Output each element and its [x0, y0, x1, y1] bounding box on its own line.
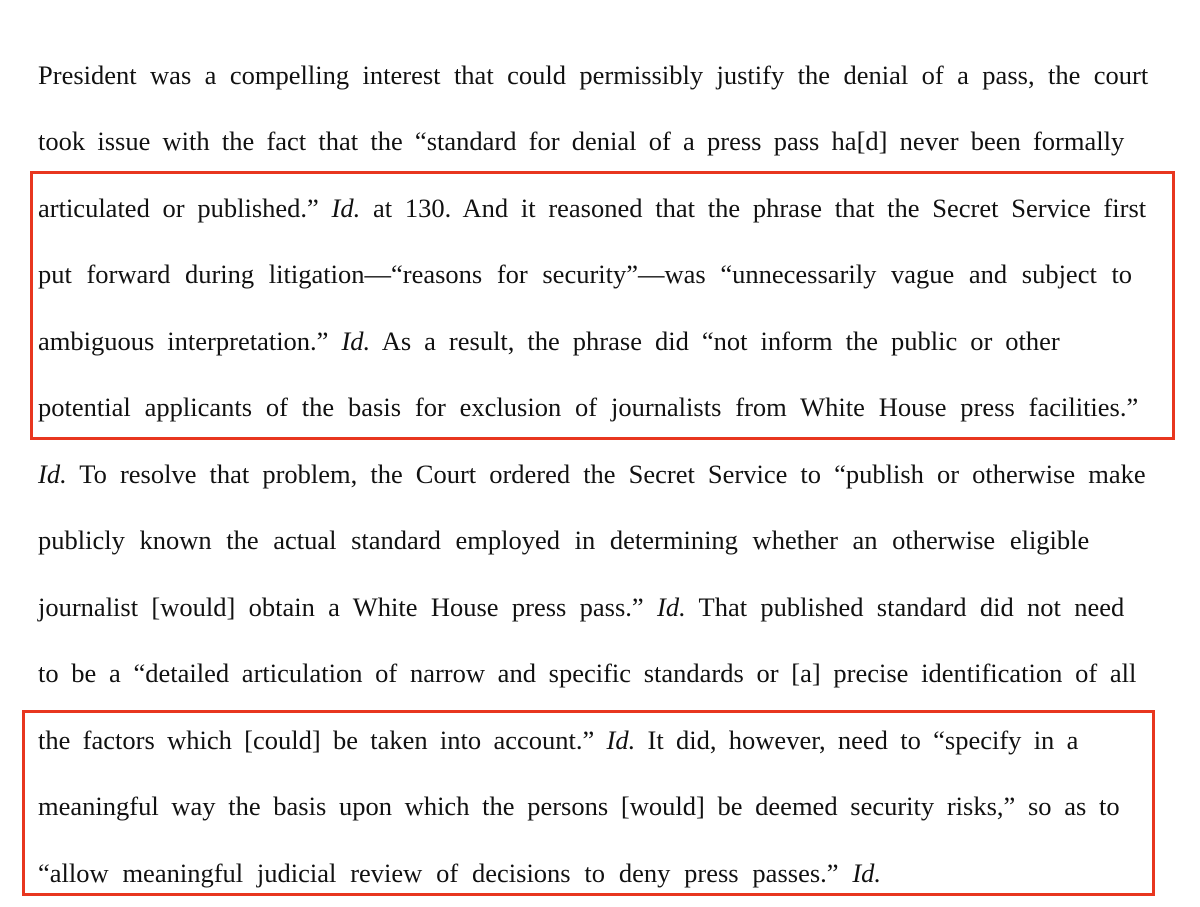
citation-id: Id.	[657, 592, 686, 622]
citation-id: Id.	[606, 725, 636, 755]
text-run: That published standard did not need	[685, 592, 1125, 622]
text-line-2	[38, 124, 1124, 158]
text-run: at 130. And it reasoned that the phrase that the Secret Service first	[360, 193, 1147, 223]
text-run: potential applicants of the basis for exclusion of journalists from White House press facilities.”	[38, 392, 1139, 422]
text-run: “allow meaningful judicial review of decisions to deny press passes.”	[38, 858, 853, 888]
text-run: put forward during litigation—“reasons for security”—was “unnecessarily vague and subject to	[38, 259, 1133, 289]
text-line-7	[38, 457, 1152, 491]
citation-id: Id.	[331, 193, 361, 223]
citation-id: Id.	[852, 858, 882, 888]
text-run: took issue with the fact that the “standard for denial of a press pass ha[d] never been formally	[38, 126, 1125, 156]
text-line-8	[38, 523, 1090, 557]
text-run: meaningful way the basis upon which the persons [would] be deemed security risks,” so as to	[38, 791, 1120, 821]
highlight-box-lower	[22, 710, 1155, 896]
text-line-10	[38, 656, 1136, 690]
citation-id: Id.	[341, 326, 371, 356]
text-run: the factors which [could] be taken into account.”	[38, 725, 607, 755]
text-line-9	[38, 590, 1138, 624]
text-run: To resolve that problem, the Court ordered the Secret Service to “publish or otherwise make	[66, 459, 1146, 489]
text-run: publicly known the actual standard employed in determining whether an otherwise eligible	[38, 525, 1090, 555]
text-line-1	[38, 58, 1148, 92]
text-run: articulated or published.”	[38, 193, 332, 223]
text-run: journalist [would] obtain a White House press pass.”	[38, 592, 657, 622]
citation-id: Id.	[38, 459, 67, 489]
text-run: It did, however, need to “specify in a	[635, 725, 1079, 755]
text-run: President was a compelling interest that could permissibly justify the denial of a pass, the court	[38, 60, 1149, 90]
text-run: ambiguous interpretation.”	[38, 326, 342, 356]
text-run: to be a “detailed articulation of narrow and specific standards or [a] precise identification of all	[38, 658, 1137, 688]
text-run: As a result, the phrase did “not inform the public or other	[370, 326, 1060, 356]
highlight-box-upper	[30, 171, 1175, 440]
